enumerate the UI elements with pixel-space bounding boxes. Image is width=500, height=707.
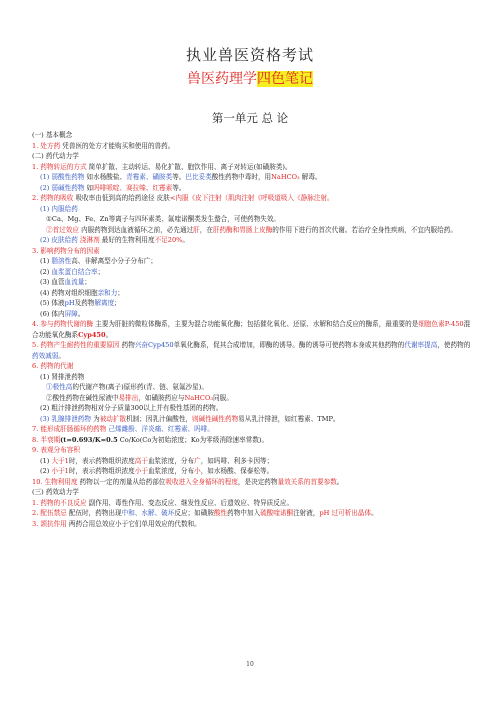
- text: ②酸性药物在碱性尿液中: [46, 393, 119, 402]
- text: (t: [60, 435, 67, 444]
- text: 高、非解离型小分子分布广；: [71, 257, 157, 265]
- note-line: [32, 414, 472, 425]
- term: 代谢率提高: [404, 341, 438, 349]
- note-line: [32, 519, 472, 530]
- term: (1) 弱酸性药物: [40, 173, 85, 181]
- term: 小于1: [51, 467, 69, 475]
- text: ；: [84, 278, 91, 286]
- text: 吸收率由低到高的给药途径 皮肤: [73, 194, 170, 202]
- term: 10. 生物利用度: [32, 477, 78, 486]
- note-line: [32, 372, 472, 383]
- subtitle-highlight: 四色笔记: [257, 71, 313, 87]
- text: =0.693/K=0.5: [66, 435, 118, 444]
- text: 9. 表观分布容积: [32, 446, 80, 454]
- text: 药物以一定的剂量从给药部位: [77, 477, 166, 486]
- note-line: [32, 424, 472, 435]
- text: 酸性药物中毒时，用: [211, 173, 272, 181]
- term: ②首过效应: [46, 225, 79, 234]
- text: ；: [97, 267, 105, 276]
- note-line: [32, 214, 472, 225]
- term: 7. 能形成肝肠循环的药物: [32, 425, 107, 433]
- text: ，使药物的: [437, 341, 471, 349]
- term: 小: [194, 467, 201, 475]
- term: 己烯雌酚、洋炎痛、红霉素、吗啡。: [106, 425, 214, 433]
- note-paragraph: [32, 508, 472, 519]
- text: 同服。: [213, 393, 233, 402]
- term: pH 过可析出晶体: [319, 509, 372, 517]
- text: 药物中加入: [227, 509, 261, 517]
- text: 如: [84, 183, 94, 192]
- text: 单氧化酶系，促其合成增加，即酶的诱导。酶的诱导可使药物本身或其他药物的: [173, 341, 405, 349]
- term: 吗啡哌啶、赛拉嗪、红霉素: [93, 183, 173, 192]
- text: 内服药物到达血液循环之前，必先通过: [78, 225, 194, 234]
- note-line: [32, 246, 472, 257]
- term: 解离度: [94, 299, 115, 307]
- term: 1. 药物的: [32, 498, 61, 507]
- note-line: [32, 477, 472, 488]
- text: 两药合用总效应小于它们单用效应的代数和。: [66, 519, 201, 528]
- term: 3. 颉抗作用: [32, 519, 67, 528]
- term: 小于: [134, 467, 148, 475]
- text: 等。: [172, 183, 186, 192]
- term: 2. 配伍禁忌: [32, 509, 67, 517]
- text: ，如吗啡、利多卡因等；: [200, 456, 274, 465]
- term: 青霉素、磺胺类: [126, 173, 173, 181]
- text: (1) 肾排泄药物: [40, 372, 85, 381]
- text: 配伍时，药物出现: [66, 509, 122, 517]
- page-number: 10: [246, 661, 254, 668]
- text: 最好的生物利用度: [99, 236, 155, 244]
- term: 被动扩散: [99, 414, 127, 423]
- term: 易排出: [118, 393, 139, 402]
- text: 。: [336, 477, 344, 486]
- note-line: [32, 298, 472, 309]
- term: pH: [64, 299, 75, 307]
- note-line: [32, 393, 472, 404]
- term: (3) 乳腺排泄药物: [40, 414, 91, 423]
- term: 血流量: [64, 278, 85, 286]
- note-line: [32, 445, 472, 456]
- text: ，如水杨酸、保泰松等。: [200, 467, 274, 475]
- term: 血浆蛋白结合率: [51, 267, 98, 276]
- note-paragraph: [32, 225, 472, 236]
- text: ①Ca、Mg、Fe、Zn等离子与四环素类、氟喹诺酮类发生螯合，可使药物失效。: [46, 215, 281, 223]
- term: 脂溶性: [51, 257, 72, 265]
- text: 药物: [119, 341, 135, 349]
- term: 大于1: [51, 456, 69, 465]
- note-paragraph: [32, 319, 472, 340]
- text: 如水杨酸盐、: [84, 173, 127, 181]
- term: (2) 弱碱性药物: [40, 183, 85, 192]
- note-line: [32, 277, 472, 288]
- term: 硫酸喹诺酮: [260, 509, 294, 517]
- text: 混合功能氧化酶系: [32, 320, 471, 339]
- text: 的作用下进行的首次代谢。若治疗全身性疾病，不宜内服给药。: [272, 225, 457, 234]
- text: (6) 体内: [40, 309, 65, 318]
- section-heading: [32, 151, 472, 162]
- note-line: [32, 172, 472, 183]
- term: 广: [194, 456, 201, 465]
- text: 血浆浓度，分布: [147, 467, 195, 475]
- notes-body: [32, 130, 472, 529]
- term: 4. 参与药物代谢的酶: [32, 320, 94, 328]
- term: 亲和力: [97, 288, 118, 297]
- text: (2) 粗汁排泄药物相对分子质量300以上并有极性基团的药物。: [40, 404, 223, 412]
- term: 兴奋Cyp450: [134, 341, 174, 349]
- note-line: [32, 204, 472, 215]
- term: Cyp450: [78, 330, 106, 339]
- note-line: [32, 361, 472, 372]
- text: 3. 影响药物分布的因素: [32, 246, 100, 255]
- text: 注射液，: [293, 509, 320, 517]
- text: 及药物: [74, 299, 95, 307]
- text: (2): [40, 467, 52, 475]
- note-line: [32, 267, 472, 278]
- text: 易从乳汁排泄，如红霉素、TMP。: [238, 414, 340, 423]
- note-line: [32, 309, 472, 320]
- text: (一) 基本概念: [32, 131, 73, 139]
- note-line: [32, 456, 472, 467]
- text: ，是决定药物: [237, 477, 278, 486]
- note-line: [32, 141, 472, 152]
- text: 副作用、毒性作用、变态反应、继发性反应、后遗效应、特异质反应。: [86, 498, 294, 507]
- note-line: [32, 435, 472, 446]
- note-line: [32, 193, 472, 204]
- text: 简单扩散、主动转运、易化扩散、胞饮作用、离子对转运(如磺胺类)。: [86, 162, 292, 171]
- text: 血浆浓度，分布: [147, 456, 195, 465]
- term: 吸收进入全身循环的程度: [165, 477, 238, 486]
- text: ，在: [199, 225, 213, 234]
- term: 细胞色素P-450: [418, 320, 464, 328]
- text: (2): [40, 267, 52, 276]
- term: 高于: [134, 456, 148, 465]
- term: 1. 处方药: [32, 141, 61, 150]
- subtitle-text: 兽医药理学: [187, 71, 257, 87]
- text: (三) 药效动力学: [32, 488, 79, 496]
- text: 的代谢产物(离子)原形药(青、链、氨氟沙星)。: [72, 383, 208, 391]
- term: 药效减弱: [32, 351, 59, 360]
- term: 酸性: [213, 509, 228, 517]
- text: 。: [58, 351, 65, 360]
- term: (2) 皮肤给药: [40, 236, 78, 244]
- term: ①极性高: [46, 383, 73, 391]
- term: 则碱性碱性药物: [192, 414, 239, 423]
- text: 解毒。: [299, 173, 322, 181]
- term: NaHCO₃: [271, 173, 300, 181]
- text: Co/Ko(Co为初始浓度；Ko为零级消除速率常数)。: [117, 435, 269, 444]
- section-heading: [32, 487, 472, 498]
- term: 肝药酶和胃肠上皮酶: [212, 225, 273, 234]
- note-paragraph: [32, 340, 472, 361]
- text: 时，表示药物组织浓度: [68, 467, 135, 475]
- text: (1): [40, 257, 52, 265]
- term: 不良反应: [60, 498, 87, 507]
- term: 巴比妥类: [185, 173, 212, 181]
- section-heading: [32, 130, 472, 141]
- text: 6. 药物的代谢: [32, 362, 74, 370]
- term: 中和、水解、破坏: [121, 509, 175, 517]
- term: NaHCO₃: [184, 393, 214, 402]
- term: 量效关系的首要参数: [277, 477, 337, 486]
- term: 浇淋剂: [77, 236, 100, 244]
- text: 时，表示药物组织浓度: [68, 456, 135, 465]
- text: (5) 体液: [40, 299, 65, 307]
- text: 凭兽医的处方才能购买和使用的兽药。: [60, 141, 175, 150]
- term: 屏障: [64, 309, 78, 318]
- text: (1): [40, 456, 52, 465]
- text: (1) 内服给药: [40, 204, 78, 213]
- text: 主要为肝脏的微粒体酶系，主要为混合功能氧化酶；包括催化氧化、还原、水解和结合反应的酶系，最重要的是: [93, 320, 419, 328]
- note-line: [32, 235, 472, 246]
- term: 5. 药物产生耐药性的重要原因: [32, 341, 120, 349]
- note-line: [32, 466, 472, 477]
- note-line: [32, 256, 472, 267]
- text: 。: [105, 330, 113, 339]
- note-line: [32, 403, 472, 414]
- term: 肝: [193, 225, 200, 234]
- text: 等。: [172, 173, 186, 181]
- note-line: [32, 162, 472, 173]
- text: (3) 血管: [40, 278, 65, 286]
- note-line: [32, 288, 472, 299]
- note-line: [32, 498, 472, 509]
- text: (二) 药代动力学: [32, 152, 79, 160]
- text: 反应；如磺胺: [174, 509, 214, 517]
- text: ；: [117, 288, 124, 297]
- text: 。: [77, 309, 85, 318]
- term: 8. 半衰期: [32, 435, 61, 444]
- note-line: [32, 382, 472, 393]
- text: 机制；因乳汁偏酸性，: [126, 414, 193, 423]
- text: ；: [114, 299, 121, 307]
- term: 不足20%: [154, 236, 183, 244]
- unit-heading: 第一单元 总 论: [211, 111, 289, 125]
- document-title: 执业兽医资格考试: [185, 46, 314, 64]
- text: 。: [371, 509, 378, 517]
- note-line: [32, 183, 472, 194]
- text: 为: [91, 414, 100, 423]
- term: <内服《皮下注射（肌肉注射《呼吸道吸入《静脉注射。: [169, 194, 334, 202]
- term: 1. 药物转运的方式: [32, 162, 87, 171]
- text: (4) 药物对组织细胞: [40, 288, 98, 297]
- document-subtitle: [0, 68, 500, 88]
- text: ，如磺胺药应与: [138, 393, 185, 402]
- text: 。: [182, 236, 189, 244]
- term: 2. 药物的吸收: [32, 194, 74, 202]
